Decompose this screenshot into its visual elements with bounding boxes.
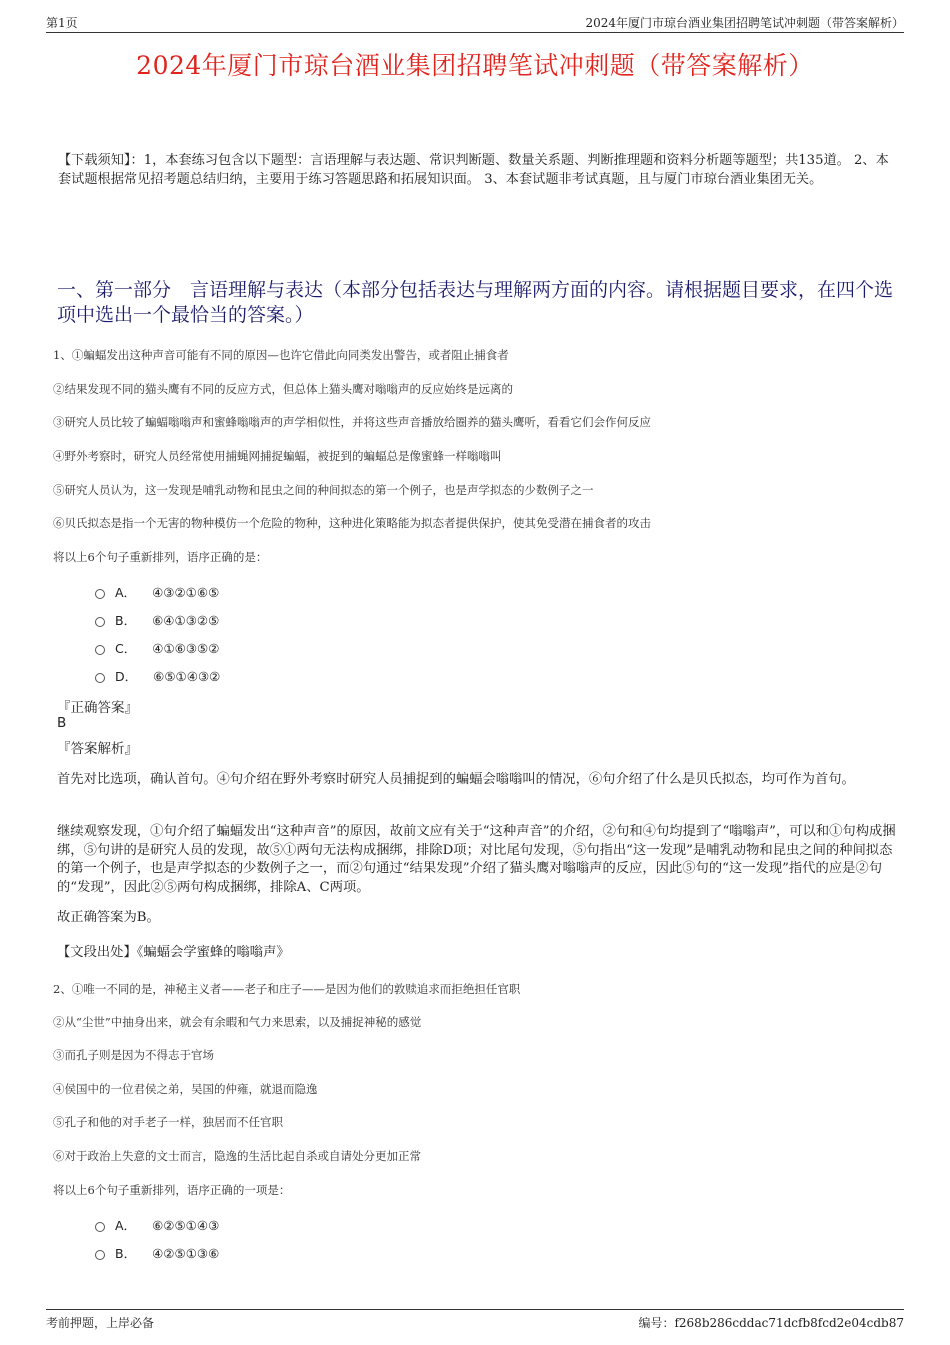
document-title: 2024年厦门市琼台酒业集团招聘笔试冲刺题（带答案解析） bbox=[136, 51, 814, 80]
q2-line: ③而孔子则是因为不得志于官场 bbox=[53, 1048, 214, 1062]
download-notice: 【下载须知】：1，本套练习包含以下题型：言语理解与表达题、常识判断题、数量关系题、判断推理题和资料分析题等题型；共135道。 2、本套试题根据常见招考题总结归纳，主要用于练习答题思路和拓展知识面。 3、本套试题非考试真题，且与厦门市琼台酒业集团无关。 bbox=[58, 153, 889, 187]
q2-option-a[interactable]: A． ⑥②⑤①④③ bbox=[95, 1216, 219, 1234]
section-heading: 一、第一部分 言语理解与表达（本部分包括表达与理解两方面的内容。请根据题目要求，在四个选项中选出一个最恰当的答案。） bbox=[57, 279, 894, 326]
q1-option-d[interactable]: D． ⑥⑤①④③② bbox=[95, 667, 220, 685]
radio-icon[interactable] bbox=[95, 1222, 105, 1232]
radio-icon[interactable] bbox=[95, 645, 105, 655]
q1-line: ⑤研究人员认为，这一发现是哺乳动物和昆虫之间的种间拟态的第一个例子，也是声学拟态的少数例子之一 bbox=[53, 483, 594, 497]
q1-option-c[interactable]: C． ④①⑥③⑤② bbox=[95, 639, 219, 657]
q1-option-a[interactable]: A． ④③②①⑥⑤ bbox=[95, 583, 219, 601]
q1-line: ⑥贝氏拟态是指一个无害的物种模仿一个危险的物种，这种进化策略能为拟态者提供保护，使其免受潜在捕食者的攻击 bbox=[53, 516, 651, 530]
analysis-paragraph: 首先对比选项，确认首句。④句介绍在野外考察时研究人员捕捉到的蝙蝠会嗡嗡叫的情况，⑥句介绍了什么是贝氏拟态，均可作为首句。 bbox=[57, 772, 855, 787]
radio-icon[interactable] bbox=[95, 673, 105, 683]
header-doc-title: 2024年厦门市琼台酒业集团招聘笔试冲刺题（带答案解析） bbox=[585, 16, 904, 30]
q1-line: ③研究人员比较了蝙蝠嗡嗡声和蜜蜂嗡嗡声的声学相似性，并将这些声音播放给圈养的猫头鹰听，看看它们会作何反应 bbox=[53, 415, 651, 429]
q2-option-b[interactable]: B． ④②⑤①③⑥ bbox=[95, 1244, 219, 1262]
q1-line: ④野外考察时，研究人员经常使用捕蝇网捕捉蝙蝠，被捉到的蝙蝠总是像蜜蜂一样嗡嗡叫 bbox=[53, 449, 502, 463]
q2-prompt: 将以上6个句子重新排列，语序正确的一项是： bbox=[53, 1183, 291, 1197]
analysis-paragraph: 继续观察发现，①句介绍了蝙蝠发出“这种声音”的原因，故前文应有关于“这种声音”的介绍，②句和④句均提到了“嗡嗡声”，可以和①句构成捆绑，⑤句讲的是研究人员的发现，故⑤①两句无法构成捆绑，排除D项；对比尾句发现，⑤句指出“这一发现”是哺乳动物和昆虫之间的种间拟态的第一个例子，也是声学拟态的少数例子之一，而②句通过“结果发现”介绍了猫头鹰对嗡嗡声的反应，因此⑤句的“这一发现”指代的应是②句的“发现”，因此②⑤两句构成捆绑，排除A、C两项。 bbox=[57, 824, 896, 895]
q2-line: ⑤孔子和他的对手老子一样，独居而不任官职 bbox=[53, 1115, 283, 1129]
analysis-label: 『答案解析』 bbox=[57, 741, 138, 757]
q2-line: 2、①唯一不同的是，神秘主义者——老子和庄子——是因为他们的敦赎追求而拒绝担任官职 bbox=[53, 982, 521, 996]
q2-line: ⑥对于政治上失意的文士而言，隐逸的生活比起自杀或自请处分更加正常 bbox=[53, 1149, 421, 1163]
radio-icon[interactable] bbox=[95, 1250, 105, 1260]
q1-line: 1、①蝙蝠发出这种声音可能有不同的原因—也许它借此向同类发出警告，或者阻止捕食者 bbox=[53, 348, 509, 362]
page-header bbox=[46, 14, 904, 33]
footer-slogan: 考前押题，上岸必备 bbox=[46, 1316, 155, 1330]
q2-line: ②从“尘世”中抽身出来，就会有余暇和气力来思索，以及捕捉神秘的感觉 bbox=[53, 1015, 422, 1029]
answer-label: 『正确答案』 bbox=[57, 700, 138, 716]
page-number: 第1页 bbox=[46, 16, 78, 30]
answer-value: B bbox=[57, 715, 67, 731]
q2-line: ④侯国中的一位君侯之弟，吴国的仲雍，就退而隐逸 bbox=[53, 1082, 318, 1096]
q1-prompt: 将以上6个句子重新排列，语序正确的是： bbox=[53, 550, 268, 564]
q1-line: ②结果发现不同的猫头鹰有不同的反应方式，但总体上猫头鹰对嗡嗡声的反应始终是远离的 bbox=[53, 382, 513, 396]
page-footer bbox=[46, 1309, 904, 1330]
source-citation: 【文段出处】《蝙蝠会学蜜蜂的嗡嗡声》 bbox=[57, 945, 290, 960]
q1-option-b[interactable]: B． ⑥④①③②⑤ bbox=[95, 611, 219, 629]
radio-icon[interactable] bbox=[95, 589, 105, 599]
analysis-conclusion: 故正确答案为B。 bbox=[57, 910, 160, 925]
radio-icon[interactable] bbox=[95, 617, 105, 627]
footer-serial: 编号：f268b286cddac71dcfb8fcd2e04cdb87 bbox=[638, 1316, 904, 1330]
